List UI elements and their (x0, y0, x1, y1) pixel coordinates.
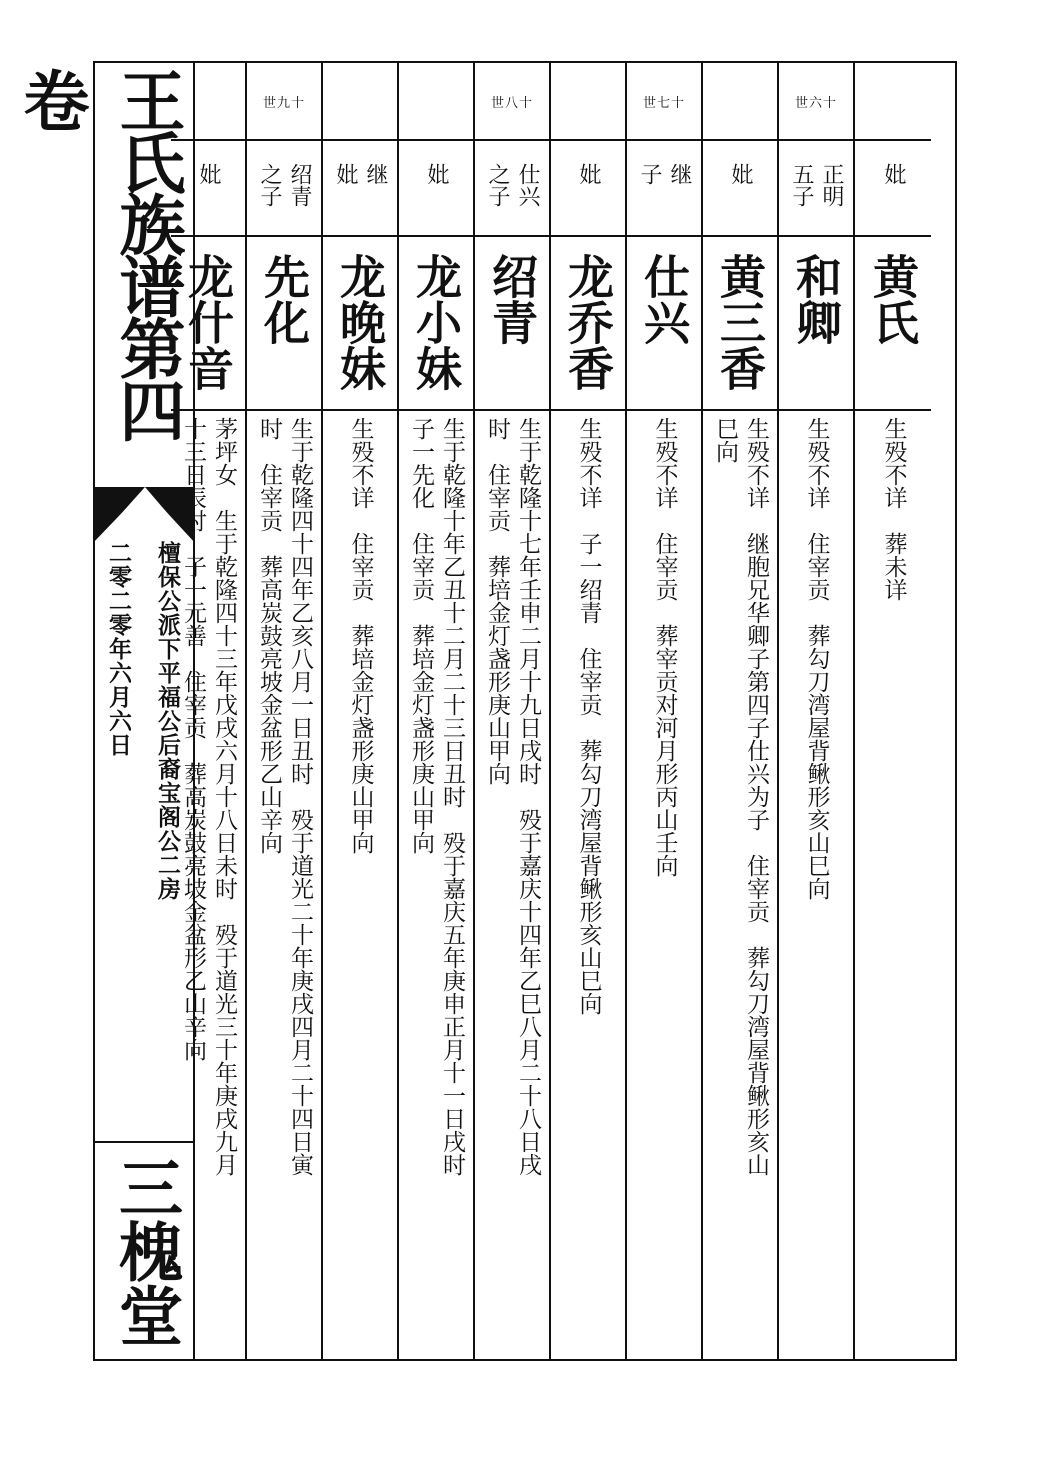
relation-cell-text: 妣 (576, 163, 601, 185)
relation-cell (855, 141, 931, 237)
record-column (323, 63, 399, 1359)
record-column (551, 63, 627, 1359)
record-column (627, 63, 703, 1359)
name-cell (855, 237, 931, 411)
relation-cell (551, 141, 625, 237)
relation-cell-text: 绍青 之子 (257, 163, 312, 207)
biography-cell (551, 411, 625, 1361)
name-cell-text: 先化 (257, 253, 311, 345)
generation-cell (323, 63, 397, 141)
biography-cell (475, 411, 549, 1361)
biography-cell (171, 411, 245, 1361)
relation-cell (703, 141, 777, 237)
record-column (399, 63, 475, 1359)
record-column (703, 63, 779, 1359)
biography-cell-text: 生殁不详 住宰贡 葬勾刀湾屋背鳅形亥山巳向 (803, 417, 830, 900)
biography-cell-text: 生殁不详 住宰贡 葬宰贡对河月形丙山壬向 (651, 417, 678, 877)
relation-cell-text: 仕兴 之子 (485, 163, 540, 207)
name-cell-text: 黄氏 (866, 253, 920, 345)
name-cell (247, 237, 321, 411)
biography-cell-text: 生殁不详 住宰贡 葬培金灯盏形庚山甲向 (347, 417, 374, 854)
name-cell (551, 237, 625, 411)
relation-cell (779, 141, 853, 237)
branch-line: 檀保公派下平福公后裔宝阁公二房 (154, 541, 181, 901)
name-cell-text: 仕兴 (637, 253, 691, 345)
relation-cell-text: 正明 五子 (789, 163, 844, 207)
relation-cell (399, 141, 473, 237)
generation-cell (703, 63, 777, 141)
biography-cell (247, 411, 321, 1361)
generation-cell-text: 世七十 (642, 95, 685, 111)
biography-cell-text: 生殁不详 继胞兄华卿子第四子仕兴为子 住宰贡 葬勾刀湾屋背鳅形亥山 巳向 (712, 417, 769, 1176)
biography-cell-text: 生于乾隆十年乙丑十二月二十三日丑时 殁于嘉庆五年庚申正月十一日戌时 子一先化 住宰贡 葬培金灯盏形庚山甲向 (408, 417, 465, 1176)
name-cell-text: 绍青 (485, 253, 539, 345)
record-column (779, 63, 855, 1359)
genealogy-page (12, 61, 957, 1361)
relation-cell-text: 妣 (424, 163, 449, 185)
biography-cell-text: 生于乾隆十七年壬申二月十九日戌时 殁于嘉庆十四年乙巳八月二十八日戌 时 住宰贡 葬培金灯盏形庚山甲向 (484, 417, 541, 1176)
generation-cell (627, 63, 701, 141)
biography-cell-text: 生殁不详 子一绍青 住宰贡 葬勾刀湾屋背鳅形亥山巳向 (575, 417, 602, 1015)
relation-cell-text: 妣 (881, 163, 906, 185)
biography-cell-text: 生于乾隆四十四年乙亥八月一日丑时 殁于道光二十年庚戌四月二十四日寅 时 住宰贡 葬高炭鼓亮坡金盆形乙山辛向 (256, 417, 313, 1176)
relation-cell-text: 继 妣 (333, 163, 388, 185)
name-cell-text: 和卿 (789, 253, 843, 345)
relation-cell (247, 141, 321, 237)
relation-cell (171, 141, 245, 237)
name-cell (779, 237, 853, 411)
relation-cell (627, 141, 701, 237)
name-cell (627, 237, 701, 411)
name-cell (399, 237, 473, 411)
name-cell (323, 237, 397, 411)
name-cell-text: 龙乔香 (561, 253, 615, 391)
record-column (247, 63, 323, 1359)
relation-cell (475, 141, 549, 237)
name-cell-text: 龙什音 (181, 253, 235, 391)
name-cell (703, 237, 777, 411)
generation-cell (475, 63, 549, 141)
generation-cell (171, 63, 245, 141)
relation-cell-text: 继 子 (637, 163, 692, 185)
generation-cell-text: 世六十 (794, 95, 837, 111)
biography-cell (627, 411, 701, 1361)
compile-date: 二零二零年六月六日 (105, 541, 132, 757)
book-title: 王氏族谱第四卷 (12, 67, 186, 439)
record-column (171, 63, 247, 1359)
biography-cell-text: 茅坪女 生于乾隆四十三年戊戌六月十八日未时 殁于道光三十年庚戌九月 十三日辰时 子一元善 住宰贡 葬高炭鼓亮坡金盆形乙山辛向 (180, 417, 237, 1176)
relation-cell (323, 141, 397, 237)
biography-cell (855, 411, 931, 1361)
relation-cell-text: 妣 (196, 163, 221, 185)
name-cell-text: 龙小妹 (409, 253, 463, 391)
biography-cell (779, 411, 853, 1361)
name-cell (475, 237, 549, 411)
generation-cell (551, 63, 625, 141)
generation-cell (855, 63, 931, 141)
biography-cell (399, 411, 473, 1361)
generation-cell (399, 63, 473, 141)
biography-cell-text: 生殁不详 葬未详 (880, 417, 907, 601)
name-cell-text: 黄三香 (713, 253, 767, 391)
record-column (475, 63, 551, 1359)
generation-cell-text: 世九十 (262, 95, 305, 111)
generation-cell (247, 63, 321, 141)
relation-cell-text: 妣 (728, 163, 753, 185)
hall-name: 三槐堂 (108, 1155, 183, 1347)
name-cell-text: 龙晚妹 (333, 253, 387, 391)
generation-cell (779, 63, 853, 141)
biography-cell (703, 411, 777, 1361)
name-cell (171, 237, 245, 411)
record-column (855, 63, 931, 1359)
biography-cell (323, 411, 397, 1361)
generation-cell-text: 世八十 (490, 95, 533, 111)
